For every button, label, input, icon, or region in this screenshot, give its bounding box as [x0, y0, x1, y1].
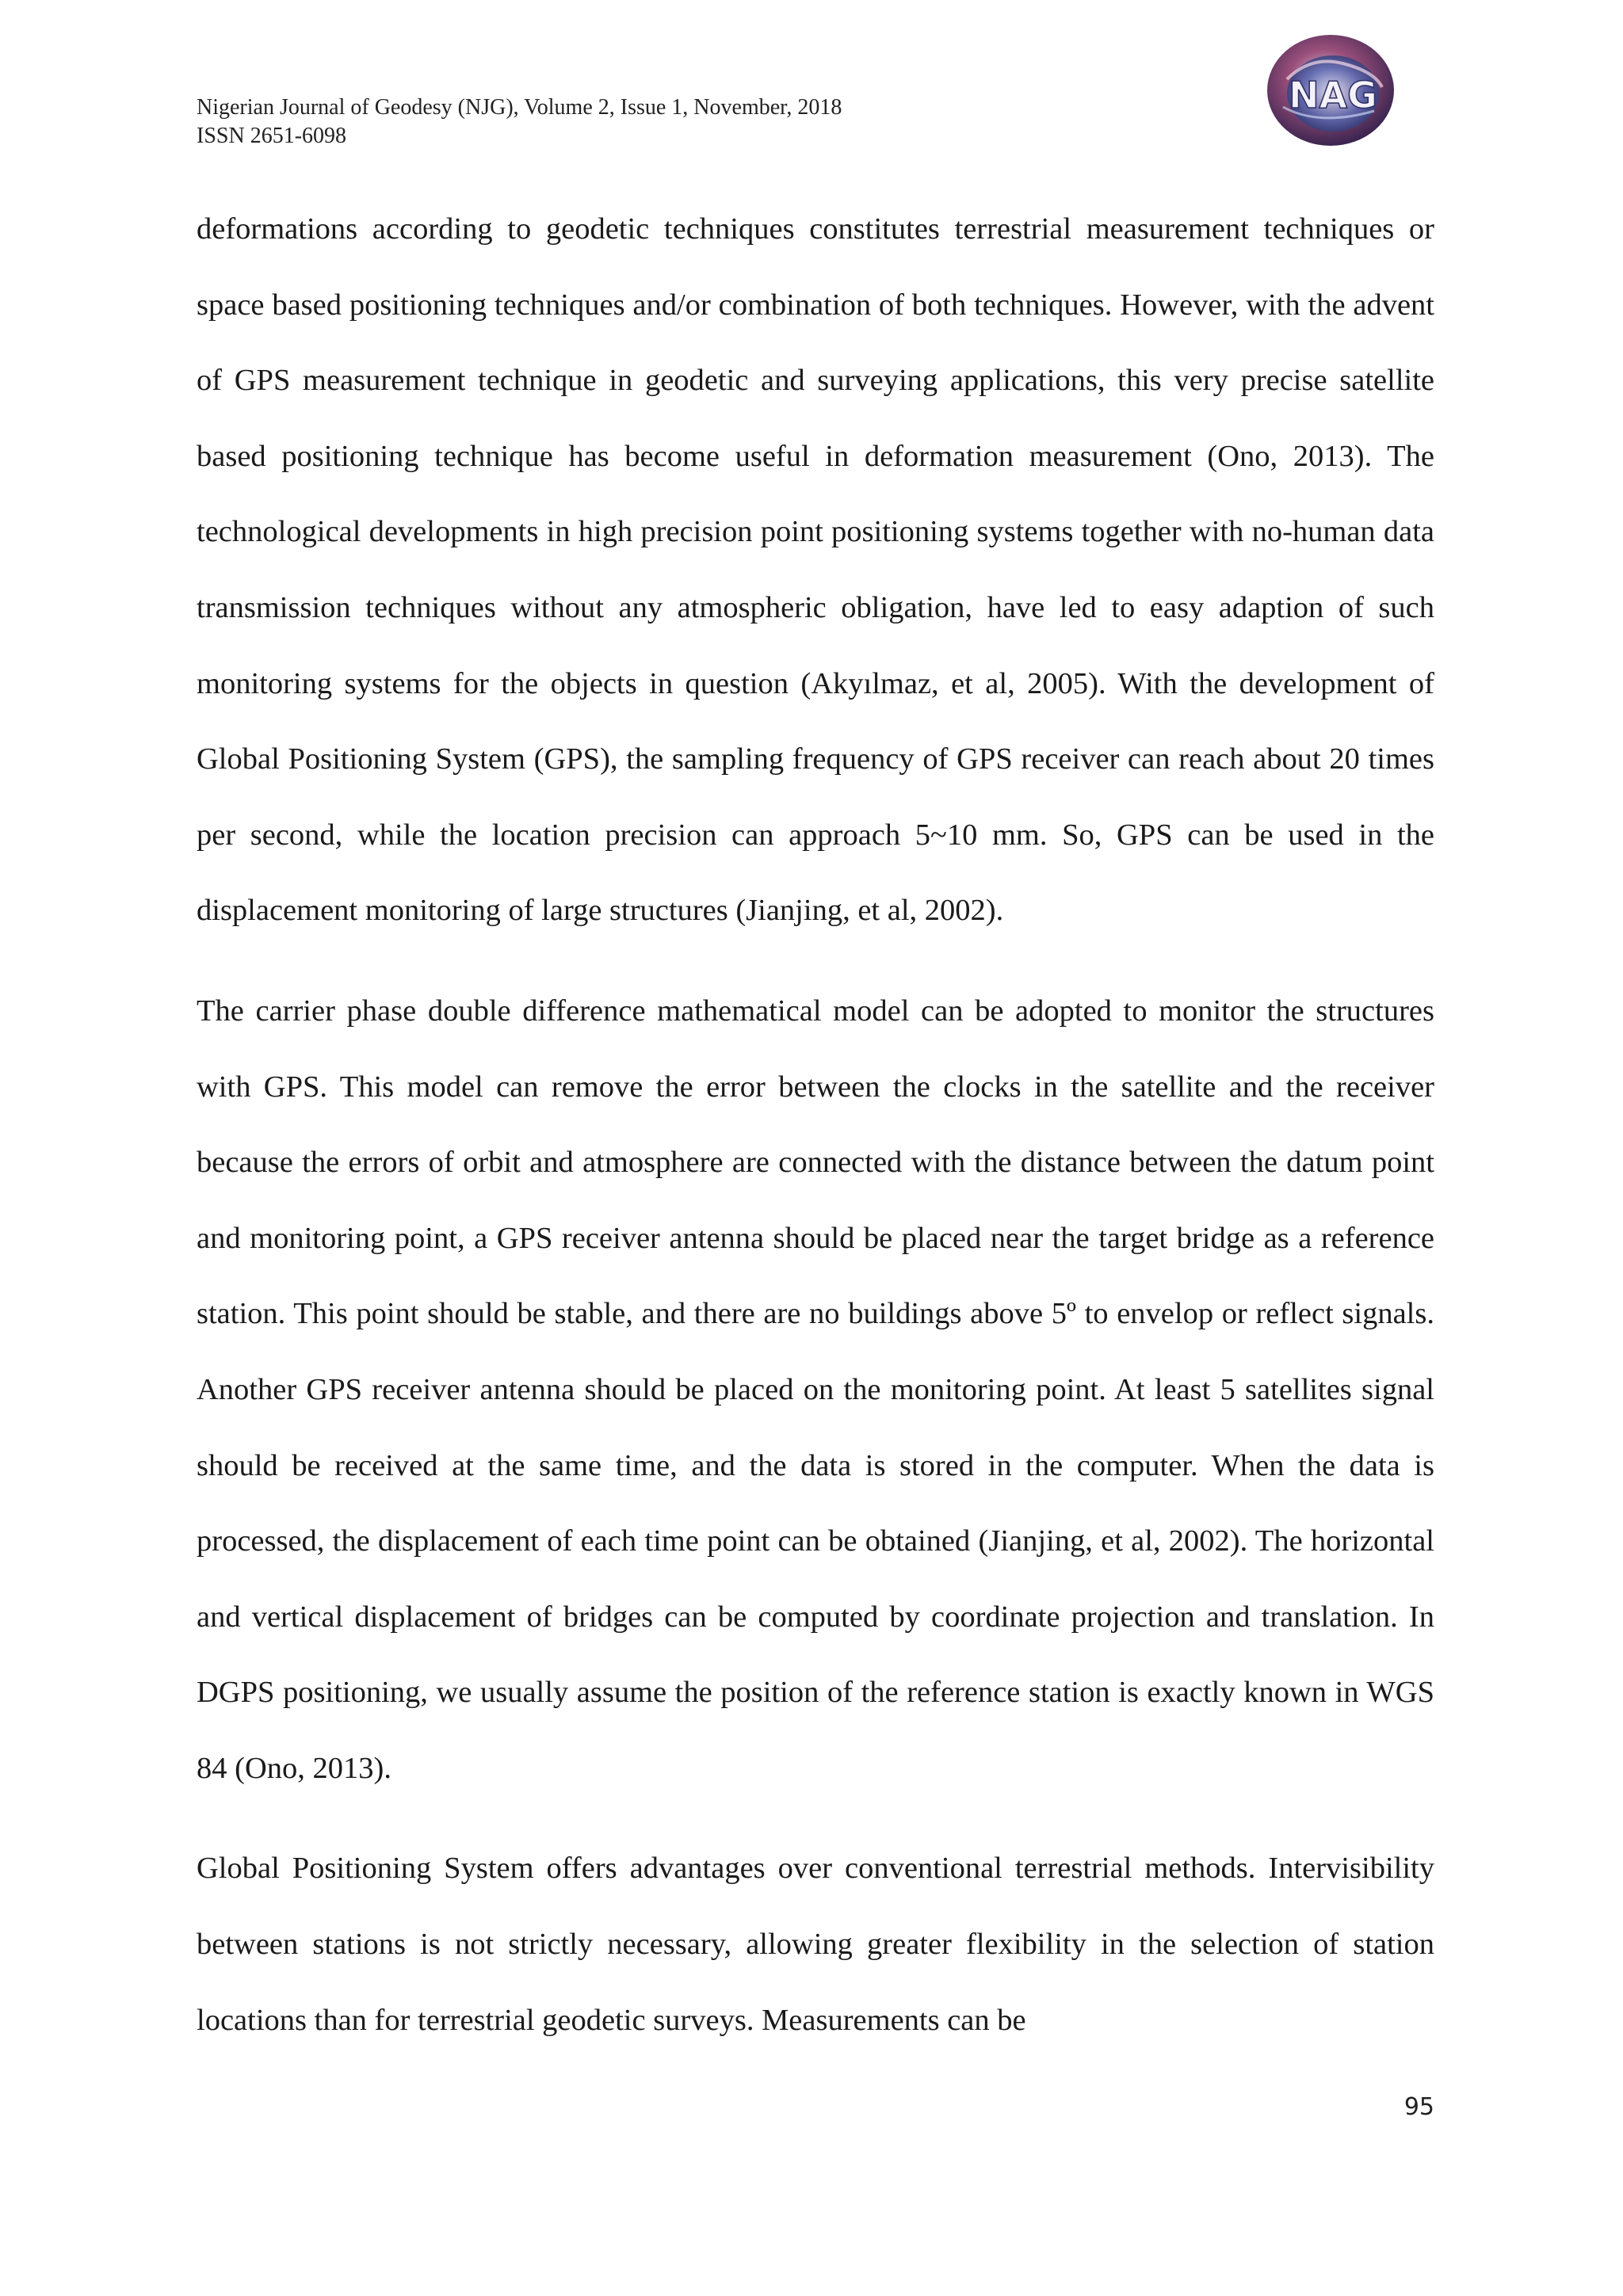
logo-lettering: NAG	[1289, 74, 1377, 116]
running-header	[197, 93, 1227, 151]
article-body	[197, 192, 1434, 2058]
paragraph-2: The carrier phase double difference mathematical model can be adopted to monitor the structures with GPS. This model can remove the error between the clocks in the satellite and the receiver because the errors of orbit and atmosphere are connected with the distance between the datum point and monitoring point, a GPS receiver antenna should be placed near the target bridge as a reference station. This point should be stable, and there are no buildings above 5º to envelop or reflect signals. Another GPS receiver antenna should be placed on the monitoring point. At least 5 satellites signal should be received at the same time, and the data is stored in the computer. When the data is processed, the displacement of each time point can be obtained (Jianjing, et al, 2002). The horizontal and vertical displacement of bridges can be computed by coordinate projection and translation. In DGPS positioning, we usually assume the position of the reference station is exactly known in WGS 84 (Ono, 2013).	[197, 994, 1434, 1785]
page-number: 95	[1403, 2093, 1434, 2121]
nag-logo	[1263, 32, 1398, 149]
paragraph-3: Global Positioning System offers advantages over conventional terrestrial methods. Intervisibility between stations is not strictly necessary, allowing greater flexibility in the selection of station locations than for terrestrial geodetic surveys. Measurements can be	[197, 1852, 1434, 2037]
issn-number: ISSN 2651-6098	[197, 124, 347, 148]
paragraph-1: deformations according to geodetic techniques constitutes terrestrial measurement techniques or space based positioning techniques and/or combination of both techniques. However, with the advent of GPS measurement technique in geodetic and surveying applications, this very precise satellite based positioning technique has become useful in deformation measurement (Ono, 2013). The technological developments in high precision point positioning systems together with no-human data transmission techniques without any atmospheric obligation, have led to easy adaption of such monitoring systems for the objects in question (Akyılmaz, et al, 2005). With the development of Global Positioning System (GPS), the sampling frequency of GPS receiver can reach about 20 times per second, while the location precision can approach 5~10 mm. So, GPS can be used in the displacement monitoring of large structures (Jianjing, et al, 2002).	[197, 212, 1434, 928]
journal-citation: Nigerian Journal of Geodesy (NJG), Volume 2, Issue 1, November, 2018	[197, 95, 842, 120]
